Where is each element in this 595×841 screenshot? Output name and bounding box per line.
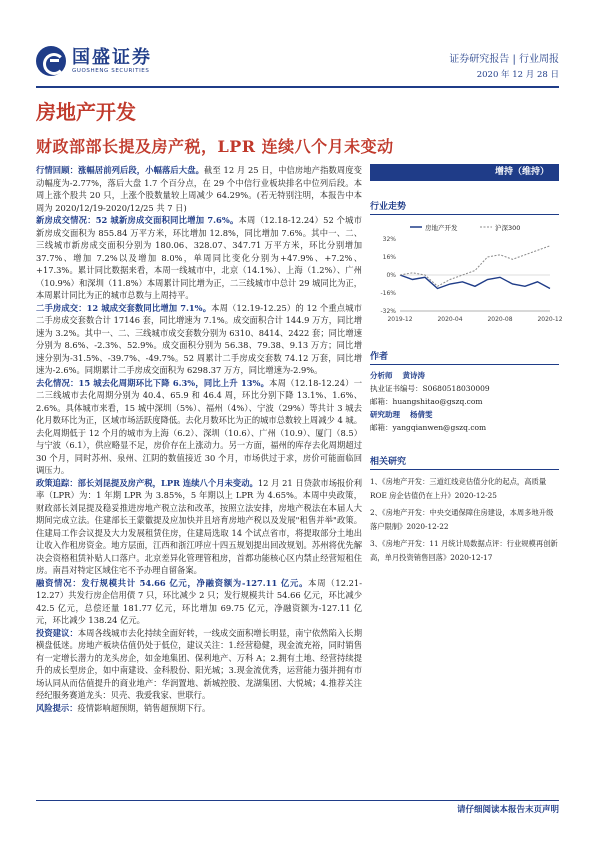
paragraph-highlight: 52 城新房成交面积同比增加 7.6%。 bbox=[95, 215, 239, 225]
y-tick-label: 32% bbox=[382, 236, 396, 243]
report-header bbox=[36, 38, 559, 84]
author-line bbox=[370, 369, 559, 382]
body-paragraph bbox=[36, 627, 362, 702]
author-role: 执业证书编号： bbox=[370, 384, 423, 393]
author-line bbox=[370, 382, 559, 395]
author-detail: yangqianwen@gszq.com bbox=[392, 423, 487, 432]
paragraph-text: 本周（12.18-12.24）一二三线城市去化周期分别为 40.4、65.9 和 46.4 周，环比分别下降 13.1%、1.6%、2.6%。具体城市来看，15 城中深圳（5%）、福州（4%）、宁波（29%）等共计 3 城去化月数环比为正，区域市场活跃度降低。去化月数环比为正的城市总数较上周减少 4 城。去化周期低于 12 个月的城市为上海（6.2）、深圳（10.6）、广州（10.9）、厦门（8.5）与宁波（6.1），供应略显不足，房价存在上涨动力。另一方面，福州的库存去化周期超过 30 个月，同时苏州、泉州、江阴的数值接近 30 个月，市场供过于求，房价可能面临回调压力。 bbox=[36, 377, 362, 475]
paragraph-text: 本周（12.19-12.25）的 12 个重点城市二手房成交套数合计 17146 套，同比增速为 7.1%。成交面积合计 144.9 万方，同比增速为 3.2%。其中一、二、三线城市成交套数分别为 6310、8414、2422 套；同比增速分别为 8.6%、-2.3%、52.9%。成交面积分别为 56.38、79.38、9.13 万方；同比增速分别为-31.5%、-39.7%、-49.7%。52 周累计二手房成交套数 74.12 万套，同比增速为-2.6%。同期累计二手房成交面积为 6298.37 万方，同比增速为-2.9%。 bbox=[36, 302, 362, 375]
related-list bbox=[370, 475, 559, 565]
paragraph-lead: 二手房成交： bbox=[36, 302, 87, 313]
paragraph-highlight: 涨幅居前列后段，小幅落后大盘。 bbox=[78, 165, 204, 175]
legend-label-series-b: 沪深300 bbox=[495, 224, 521, 232]
authors-list bbox=[370, 369, 559, 434]
paragraph-text: 疫情影响超预期，销售超预期下行。 bbox=[77, 702, 211, 713]
sidebar bbox=[370, 164, 563, 568]
paragraph-text: 12 月 21 日贷款市场报价利率（LPR）为：1 年期 LPR 为 3.85%，5 年期以上 LPR 为 4.65%。本周中央政策，财政部长刘昆提及稳妥推进房地产税立法和改革，按照立法安排，房地产税法在本届人大期间完成立法。住建部长王蒙徽提及应加快并且培育房地产税以及发展"租售并举"政策。住建局工作会议提及大力发展租赁住房，住建局选取 14 个试点省市，将提取部分土地出让收入作租房资金。地方层面，江西和浙江呼应十四五规划提出回改规划。苏州将优先解决会资格租赁补贴人口落户。北京差异化管理管租房，首都功能核心区内禁止经营短租住房。南昌对特定区域住宅不予办理自留备案。 bbox=[36, 477, 363, 575]
paragraph-text: 本周（12.18-12.24）52 个城市新房成交面积为 855.84 万平方米，环比增加 12.8%，同比增加 7.6%。其中一、二、三线城市新房成交面积分别为 180.06、328.07、347.71 万平方米，环比分别增加 37.7%、增加 7.2%以及增加 8.0%，单周同比变化分别为+47.9%、+7.2%、+17.3%。累计同比数据来看，本周一线城市中，北京（14.1%）、上海（1.2%）、广州（10.9%）和深圳（11.8%）本周累计同比增为正，二三线城市中总计 29 城同比为正，本周累计同比为正的城市总数与上周持平。 bbox=[36, 215, 362, 300]
paragraph-lead: 政策追踪： bbox=[36, 477, 78, 488]
paragraph-lead: 投资建议： bbox=[36, 627, 78, 638]
author-line bbox=[370, 395, 559, 408]
author-line bbox=[370, 421, 559, 434]
body-paragraph bbox=[36, 164, 362, 214]
x-tick-label: 2020-08 bbox=[487, 316, 513, 323]
y-tick-label: 16% bbox=[382, 254, 396, 261]
report-body bbox=[36, 164, 362, 764]
author-line bbox=[370, 408, 559, 421]
series-line-1 bbox=[400, 246, 550, 286]
y-tick-label: -32% bbox=[380, 308, 396, 315]
x-tick-label: 2020-04 bbox=[437, 316, 463, 323]
paragraph-lead: 风险提示： bbox=[36, 702, 78, 713]
paragraph-lead: 去化情况： bbox=[36, 377, 79, 388]
company-logo bbox=[36, 46, 152, 76]
x-tick-label: 2019-12 bbox=[387, 316, 413, 323]
author-role: 邮箱： bbox=[370, 423, 393, 432]
footer-disclaimer: 请仔细阅读本报告末页声明 bbox=[36, 800, 559, 815]
author-name: 杨倩雯 bbox=[410, 410, 433, 419]
body-paragraph bbox=[36, 577, 362, 627]
report-date: 2020 年 12 月 28 日 bbox=[476, 70, 559, 80]
author-role: 邮箱： bbox=[370, 397, 393, 406]
logo-icon bbox=[36, 46, 66, 76]
y-tick-label: -16% bbox=[380, 290, 396, 297]
paragraph-lead: 行情回顾： bbox=[36, 165, 78, 175]
related-item[interactable]: 1、《房地产开发：三道红线竞估值分化的起点，高质量 ROE 房企估值仍在上升》2020-12-25 bbox=[370, 477, 547, 500]
body-paragraph bbox=[36, 214, 362, 302]
paragraph-highlight: 12 城成交套数同比增加 7.1%。 bbox=[86, 302, 212, 313]
body-paragraph bbox=[36, 377, 362, 477]
related-item[interactable]: 3、《房地产开发：11 月统计局数据点评：行业规模再创新高，单月投资销售回落》2020-12-17 bbox=[370, 539, 558, 562]
trend-chart bbox=[370, 219, 563, 329]
y-tick-label: 0% bbox=[386, 272, 396, 279]
trend-chart-svg bbox=[370, 219, 563, 329]
rating-badge: 增持（维持） bbox=[370, 164, 559, 181]
sector-title: 房地产开发 bbox=[36, 100, 136, 124]
trend-title: 行业走势 bbox=[370, 199, 559, 215]
brand-name: 国盛证券 bbox=[72, 47, 152, 68]
series-line-0 bbox=[400, 275, 550, 289]
paragraph-text: 截至 12 月 25 日，中信房地产指数周度变动幅度为-2.77%，落后大盘 1.7 个百分点，在 29 个中信行业板块排名中位列后段。本周上涨个股共 20 只，上涨个股数量较上周减少 64.29%。(若无特别注明，本报告中本周为 2020/12/19-2020/12/25 共 7 日) bbox=[36, 165, 362, 213]
legend-label-series-a: 房地产开发 bbox=[425, 224, 458, 232]
body-paragraph bbox=[36, 477, 362, 577]
paragraph-text: 本周各线城市去化持续全面好转，一线成交面积增长明显，南宁依然陷入长期横盘低迷。房地产板块估值仍处于低位，建议关注：1.经营稳健，现金流充裕，同时销售有一定增长潜力的龙头房企，如金地集团、保利地产、万科 A；2.拥有土地、经营持续提升的成长型房企，如中南建设、金科股份、阳光城；3.现金流优秀，运营能力强并拥有市场认同从而估值提升的商业地产：华润置地、新城控股、龙湖集团、大悦城；4.推荐关注经纪服务赛道龙头：贝壳、我爱我家、世联行。 bbox=[36, 627, 362, 700]
paragraph-lead: 新房成交情况： bbox=[36, 215, 96, 225]
related-item[interactable]: 2、《房地产开发：中央交通保障住房建设，本周多地升级落户限制》2020-12-22 bbox=[370, 508, 554, 531]
paragraph-text: 本周（12.21-12.27）共发行房企信用债 7 只，环比减少 2 只；发行规模共计 54.66 亿元，环比减少 42.5 亿元，总偿还量 181.77 亿元，环比增加 69.75 亿元，净融资额为-127.11 亿元，环比减少 138.24 亿元。 bbox=[36, 577, 362, 625]
body-paragraph bbox=[36, 702, 362, 715]
paragraph-lead: 融资情况： bbox=[36, 577, 82, 588]
header-divider bbox=[36, 86, 559, 88]
authors-title: 作者 bbox=[370, 349, 559, 365]
paragraph-highlight: 部长刘昆提及房产税，LPR 连续八个月未变动。 bbox=[77, 477, 258, 488]
body-paragraph bbox=[36, 302, 362, 377]
paragraph-highlight: 15 城去化周期环比下降 6.3%，同比上升 13%。 bbox=[78, 377, 270, 388]
related-title: 相关研究 bbox=[370, 454, 559, 470]
author-role: 分析师 bbox=[370, 371, 393, 380]
report-headline: 财政部部长提及房产税，LPR 连续八个月未变动 bbox=[36, 137, 394, 156]
author-name: 黄诗涛 bbox=[402, 371, 425, 380]
brand-name-en: GUOSHENG SECURITIES bbox=[72, 68, 150, 74]
report-type: 证券研究报告 | 行业周报 bbox=[449, 54, 559, 65]
author-detail: S0680518030009 bbox=[422, 384, 490, 393]
x-tick-label: 2020-12 bbox=[537, 316, 563, 323]
paragraph-highlight: 发行规模共计 54.66 亿元，净融资额为-127.11 亿元。 bbox=[81, 577, 309, 588]
author-detail: huangshitao@gszq.com bbox=[392, 397, 483, 406]
author-role: 研究助理 bbox=[370, 410, 400, 419]
